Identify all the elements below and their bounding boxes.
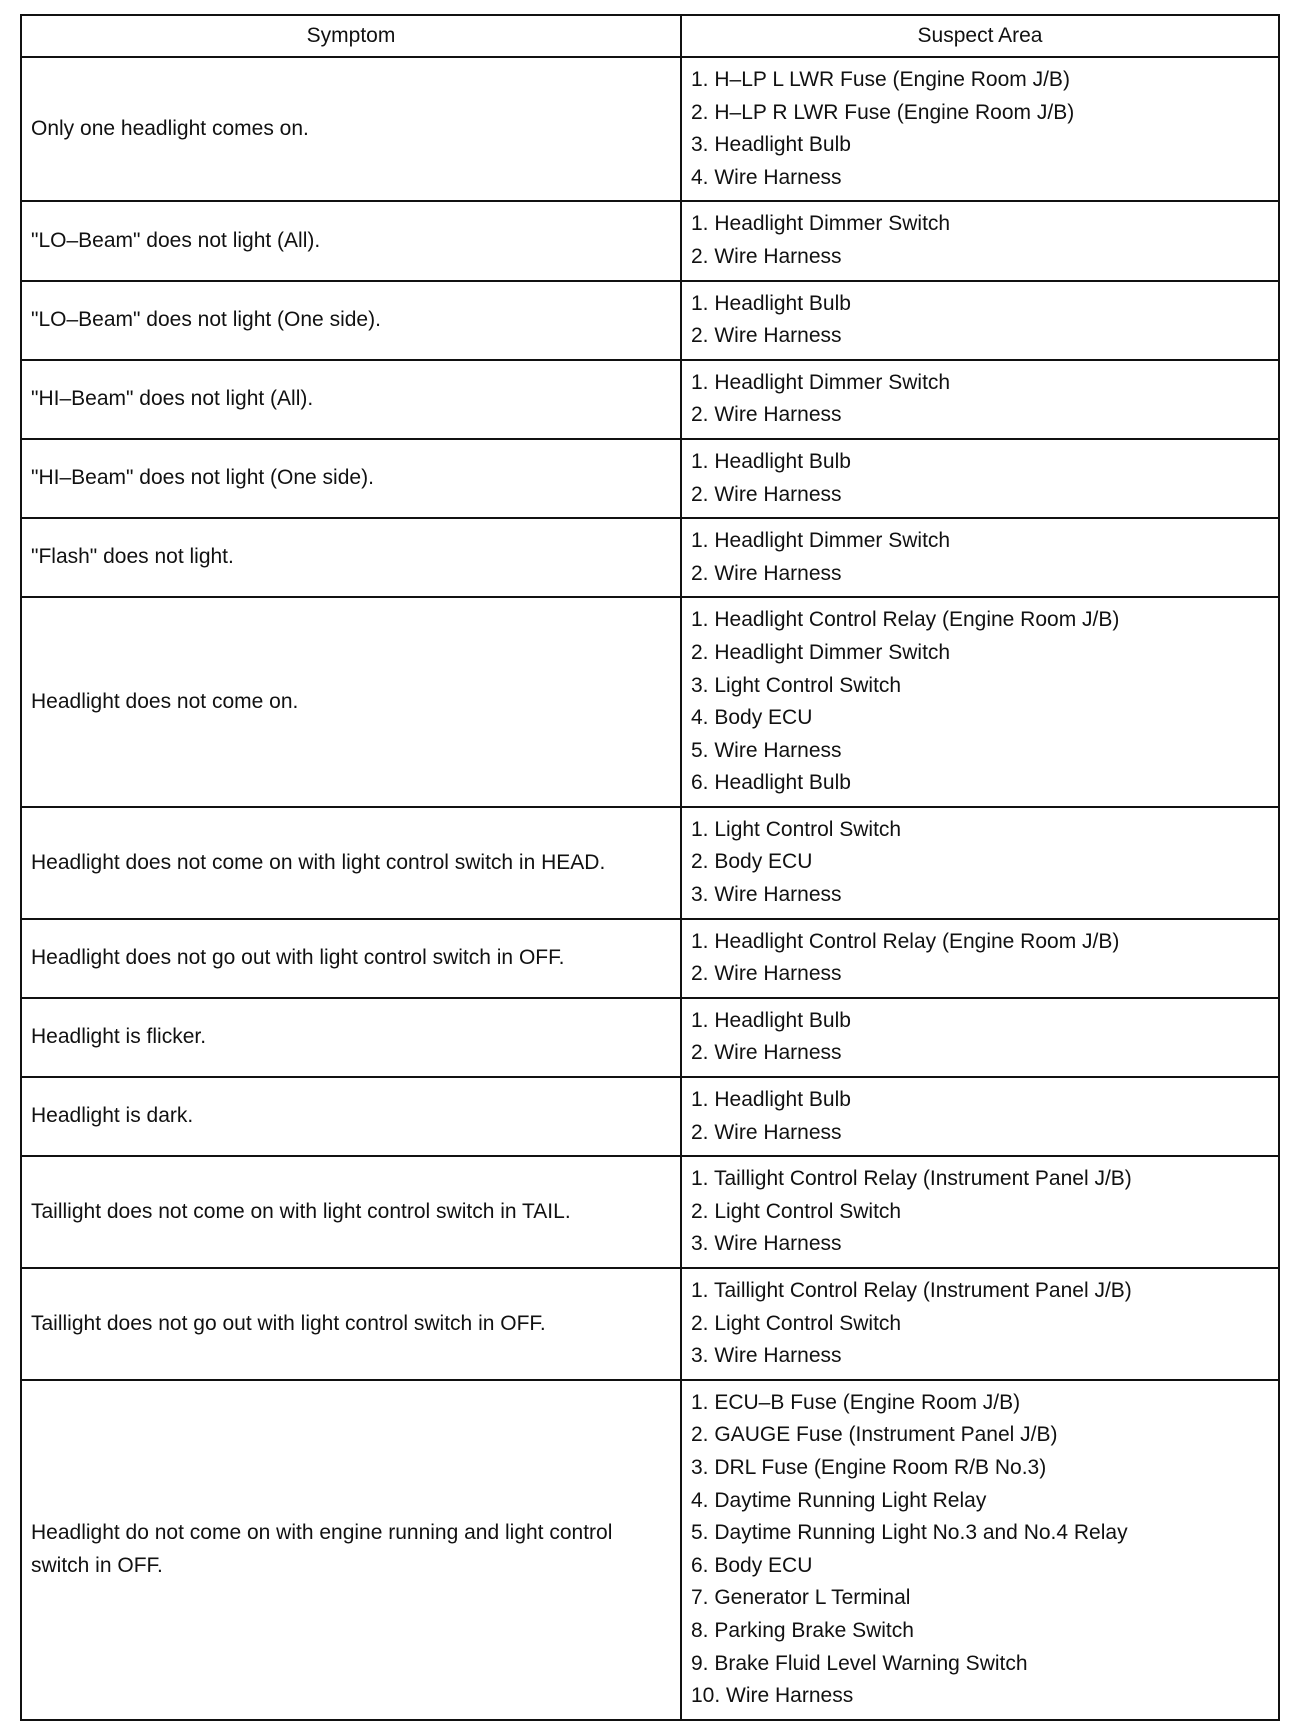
suspect-area-cell [681,439,1279,518]
suspect-item: 6. Headlight Bulb [691,771,851,795]
table-row [21,1156,1279,1268]
suspect-item: 3. Light Control Switch [691,673,902,697]
suspect-list [691,208,1268,273]
suspect-area-cell [681,919,1279,998]
symptom-cell: "LO–Beam" does not light (All). [21,201,681,280]
table-row [21,998,1279,1077]
suspect-item: 3. Wire Harness [691,1344,842,1368]
suspect-item: 5. Wire Harness [691,738,842,762]
suspect-list [691,288,1268,353]
symptom-cell: "HI–Beam" does not light (All). [21,360,681,439]
suspect-list [691,1084,1268,1149]
suspect-list [691,604,1268,800]
suspect-item: 2. Headlight Dimmer Switch [691,640,951,664]
suspect-item: 10. Wire Harness [691,1684,854,1708]
suspect-item: 2. H–LP R LWR Fuse (Engine Room J/B) [691,100,1075,124]
suspect-list [691,1275,1268,1373]
table-row [21,281,1279,360]
symptom-cell: "Flash" does not light. [21,518,681,597]
table-row [21,439,1279,518]
symptom-table [20,14,1280,1721]
suspect-area-cell [681,1380,1279,1720]
suspect-item: 3. Wire Harness [691,883,842,907]
suspect-item: 2. Light Control Switch [691,1199,902,1223]
suspect-item: 1. Headlight Bulb [691,449,851,473]
suspect-list [691,1005,1268,1070]
suspect-item: 2. Wire Harness [691,324,842,348]
table-row [21,919,1279,998]
suspect-item: 6. Body ECU [691,1553,813,1577]
suspect-item: 4. Daytime Running Light Relay [691,1488,987,1512]
suspect-area-cell [681,281,1279,360]
suspect-area-cell [681,57,1279,201]
suspect-list [691,1163,1268,1261]
symptom-cell: Headlight does not come on with light control switch in HEAD. [21,807,681,919]
symptom-cell: Taillight does not come on with light control switch in TAIL. [21,1156,681,1268]
suspect-item: 8. Parking Brake Switch [691,1618,914,1642]
suspect-item: 3. Headlight Bulb [691,133,851,157]
table-row [21,360,1279,439]
suspect-area-cell [681,1077,1279,1156]
table-body [21,57,1279,1720]
suspect-item: 1. Taillight Control Relay (Instrument Panel J/B) [691,1279,1132,1302]
symptom-cell: Headlight is flicker. [21,998,681,1077]
suspect-item: 2. Body ECU [691,850,813,874]
suspect-item: 1. Headlight Control Relay (Engine Room J/B) [691,608,1120,632]
suspect-item: 2. Wire Harness [691,962,842,986]
symptom-cell: Headlight does not go out with light control switch in OFF. [21,919,681,998]
suspect-item: 2. Wire Harness [691,1041,842,1065]
suspect-area-cell [681,201,1279,280]
suspect-item: 3. DRL Fuse (Engine Room R/B No.3) [691,1455,1047,1479]
suspect-item: 2. Wire Harness [691,561,842,585]
suspect-item: 1. H–LP L LWR Fuse (Engine Room J/B) [691,68,1070,91]
suspect-item: 2. Wire Harness [691,1120,842,1144]
table-row [21,1077,1279,1156]
suspect-item: 1. Taillight Control Relay (Instrument Panel J/B) [691,1167,1132,1191]
troubleshooting-document [20,14,1278,1721]
suspect-item: 1. Headlight Control Relay (Engine Room J/B) [691,929,1120,953]
table-row [21,1268,1279,1380]
suspect-list [691,525,1268,590]
symptom-cell: Headlight is dark. [21,1077,681,1156]
table-row [21,807,1279,919]
suspect-item: 1. Headlight Dimmer Switch [691,529,951,553]
table-row [21,518,1279,597]
suspect-item: 2. Wire Harness [691,482,842,506]
symptom-cell: Only one headlight comes on. [21,57,681,201]
suspect-item: 1. Headlight Dimmer Switch [691,212,951,236]
suspect-item: 3. Wire Harness [691,1232,842,1256]
suspect-item: 2. Light Control Switch [691,1311,902,1335]
suspect-item: 4. Body ECU [691,706,813,730]
suspect-list [691,1387,1268,1713]
suspect-item: 9. Brake Fluid Level Warning Switch [691,1651,1028,1675]
suspect-item: 2. Wire Harness [691,244,842,268]
suspect-area-cell [681,597,1279,807]
symptom-cell: "LO–Beam" does not light (One side). [21,281,681,360]
suspect-area-cell [681,1156,1279,1268]
suspect-item: 7. Generator L Terminal [691,1586,911,1610]
table-header-row [21,15,1279,57]
symptom-cell: Headlight do not come on with engine running and light control switch in OFF. [21,1380,681,1720]
suspect-list [691,446,1268,511]
suspect-item: 4. Wire Harness [691,165,842,189]
suspect-item: 1. Headlight Bulb [691,291,851,315]
suspect-list [691,814,1268,912]
suspect-area-cell [681,518,1279,597]
suspect-item: 5. Daytime Running Light No.3 and No.4 Relay [691,1521,1128,1545]
suspect-list [691,367,1268,432]
suspect-item: 1. Headlight Bulb [691,1088,851,1112]
suspect-area-cell [681,998,1279,1077]
header-suspect-area: Suspect Area [681,15,1279,57]
table-row [21,1380,1279,1720]
suspect-list [691,64,1268,194]
suspect-item: 1. ECU–B Fuse (Engine Room J/B) [691,1390,1021,1414]
suspect-item: 2. Wire Harness [691,403,842,427]
table-row [21,57,1279,201]
suspect-area-cell [681,807,1279,919]
table-row [21,201,1279,280]
suspect-item: 1. Light Control Switch [691,817,902,841]
suspect-item: 1. Headlight Dimmer Switch [691,370,951,394]
suspect-area-cell [681,1268,1279,1380]
table-row [21,597,1279,807]
suspect-item: 1. Headlight Bulb [691,1008,851,1032]
suspect-area-cell [681,360,1279,439]
symptom-cell: Headlight does not come on. [21,597,681,807]
header-symptom: Symptom [21,15,681,57]
suspect-item: 2. GAUGE Fuse (Instrument Panel J/B) [691,1423,1058,1447]
symptom-cell: "HI–Beam" does not light (One side). [21,439,681,518]
symptom-cell: Taillight does not go out with light control switch in OFF. [21,1268,681,1380]
suspect-list [691,926,1268,991]
